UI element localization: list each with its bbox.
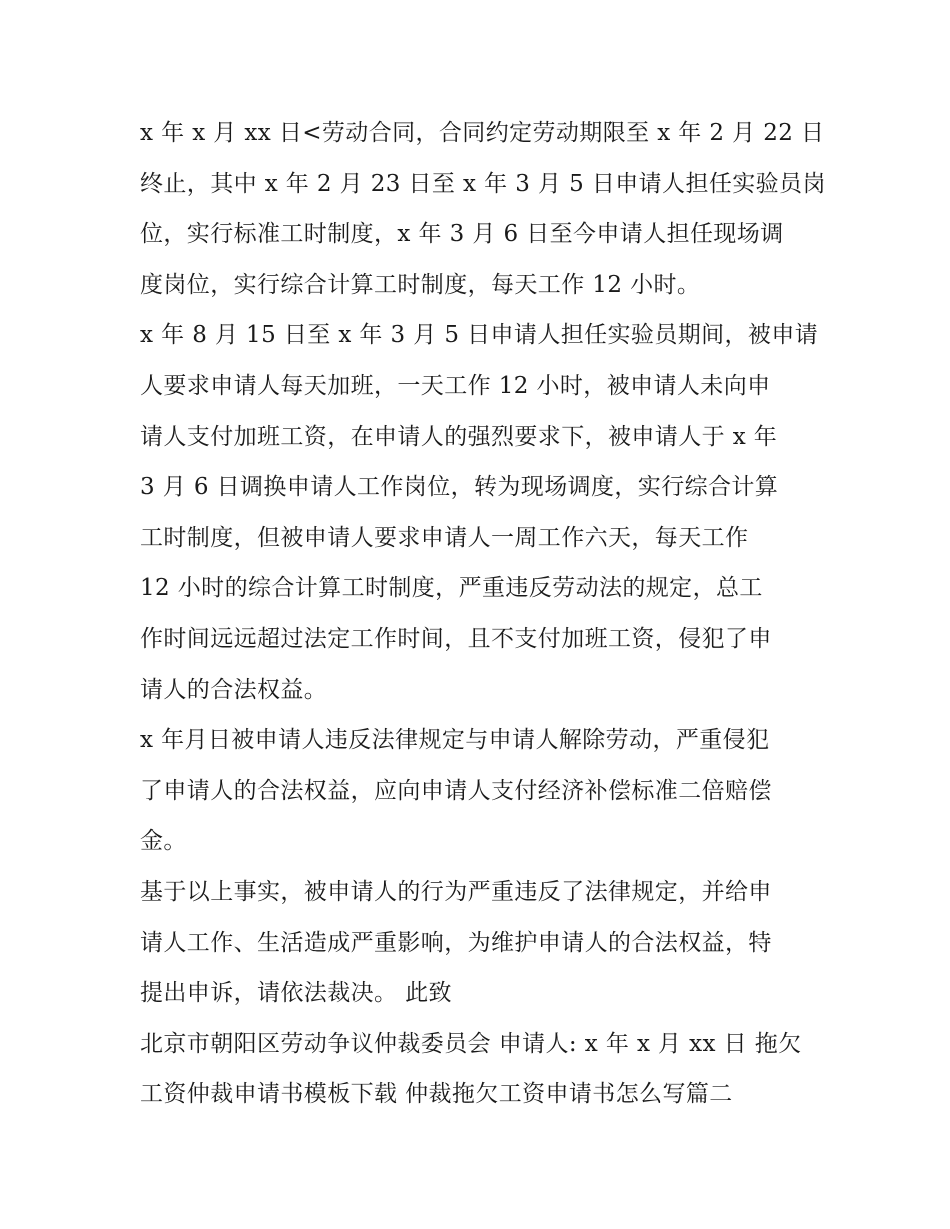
text-line: 请人的合法权益。 — [140, 676, 328, 703]
text-line: 工时制度，但被申请人要求申请人一周工作六天，每天工作 — [140, 524, 749, 551]
text-line: 工资仲裁申请书模板下载 仲裁拖欠工资申请书怎么写篇二 — [140, 1081, 733, 1108]
text-line: 3 月 6 日调换申请人工作岗位，转为现场调度，实行综合计算 — [140, 474, 779, 501]
document-body — [140, 108, 826, 1120]
text-line: 度岗位，实行综合计算工时制度，每天工作 12 小时。 — [140, 271, 701, 298]
text-line: x 年月日被申请人违反法律规定与申请人解除劳动，严重侵犯 — [140, 727, 770, 754]
text-line: x 年 x 月 xx 日<劳动合同，合同约定劳动期限至 x 年 2 月 22 日 — [140, 120, 825, 146]
text-line: 了申请人的合法权益，应向申请人支付经济补偿标准二倍赔偿 — [140, 777, 772, 804]
text-line: 基于以上事实，被申请人的行为严重违反了法律规定，并给申 — [140, 878, 772, 905]
text-line: 12 小时的综合计算工时制度，严重违反劳动法的规定，总工 — [140, 575, 763, 602]
text-line: x 年 8 月 15 日至 x 年 3 月 5 日申请人担任实验员期间，被申请 — [140, 322, 819, 349]
text-line: 请人工作、生活造成严重影响，为维护申请人的合法权益，特 — [140, 929, 772, 956]
text-line: 位，实行标准工时制度，x 年 3 月 6 日至今申请人担任现场调 — [140, 221, 784, 248]
text-line: 请人支付加班工资，在申请人的强烈要求下，被申请人于 x 年 — [140, 423, 778, 450]
text-line: 人要求申请人每天加班，一天工作 12 小时，被申请人未向申 — [140, 372, 771, 399]
text-line: 提出申诉，请依法裁决。 此致 — [140, 980, 452, 1007]
text-line: 金。 — [140, 828, 187, 855]
text-line: 作时间远远超过法定工作时间，且不支付加班工资，侵犯了申 — [140, 625, 772, 652]
text-line: 终止，其中 x 年 2 月 23 日至 x 年 3 月 5 日申请人担任实验员岗 — [140, 170, 826, 197]
text-line: 北京市朝阳区劳动争议仲裁委员会 申请人: x 年 x 月 xx 日 拖欠 — [140, 1030, 802, 1057]
